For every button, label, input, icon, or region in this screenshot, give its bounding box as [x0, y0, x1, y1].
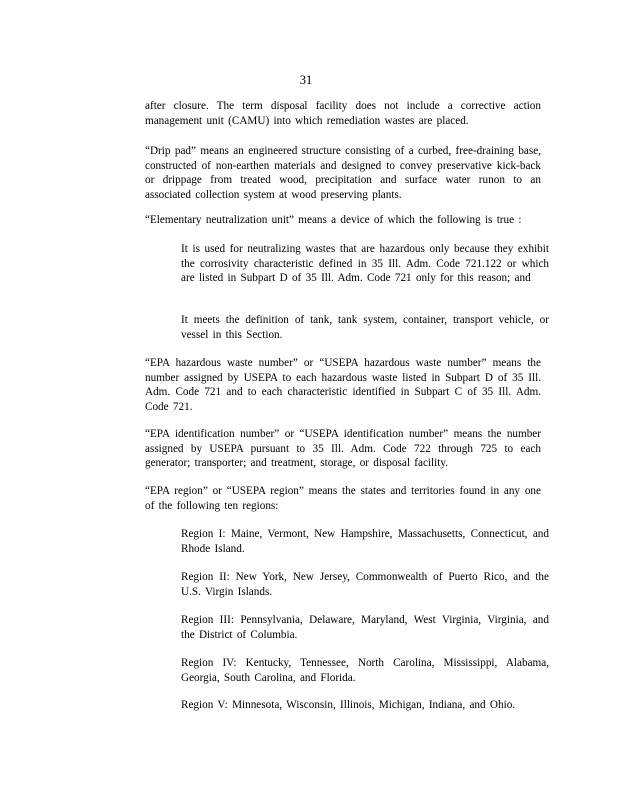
- paragraph-epa-region: “EPA region” or “USEPA region” means the states and territories found in any one of the following ten regions:: [145, 485, 541, 512]
- region-1: Region I: Maine, Vermont, New Hampshire, Massachusetts, Connecticut, and Rhode Island.: [181, 528, 549, 555]
- subparagraph-tank-definition: It meets the definition of tank, tank system, container, transport vehicle, or vessel in this Section.: [181, 314, 549, 341]
- region-5: Region V: Minnesota, Wisconsin, Illinois, Michigan, Indiana, and Ohio.: [181, 699, 516, 711]
- paragraph-epa-hazardous-waste-number: “EPA hazardous waste number” or “USEPA hazardous waste number” means the number assigned by USEPA to each hazardous waste listed in Subpart D of 35 Ill. Adm. Code 721 and to each characteristic identified in Subpart C of 35 Ill. Adm. Code 721.: [145, 357, 541, 413]
- region-3: Region III: Pennsylvania, Delaware, Maryland, West Virginia, Virginia, and the District of Columbia.: [181, 614, 549, 641]
- paragraph-elementary-neutralization-unit: “Elementary neutralization unit” means a device of which the following is true :: [145, 214, 522, 226]
- region-2: Region II: New York, New Jersey, Commonwealth of Puerto Rico, and the U.S. Virgin Islands.: [181, 571, 549, 598]
- paragraph-drip-pad: “Drip pad” means an engineered structure consisting of a curbed, free-draining base, constructed of non-earthen materials and designed to convey preservative kick-back or drippage from treated wood, precipitation and surface water runon to an associated collection system at wood preserving plants.: [145, 145, 541, 201]
- subparagraph-neutralizing-wastes: It is used for neutralizing wastes that are hazardous only because they exhibit the corrosivity characteristic defined in 35 Ill. Adm. Code 721.122 or which are listed in Subpart D of 35 Ill. Adm. Code 721 only for this reason; and: [181, 243, 549, 285]
- page-number: 31: [299, 73, 313, 87]
- region-4: Region IV: Kentucky, Tennessee, North Carolina, Mississippi, Alabama, Georgia, South Carolina, and Florida.: [181, 657, 549, 684]
- paragraph-disposal-facility: after closure. The term disposal facility does not include a corrective action management unit (CAMU) into which remediation wastes are placed.: [145, 100, 541, 127]
- paragraph-epa-identification-number: “EPA identification number” or “USEPA identification number” means the number assigned by USEPA pursuant to 35 Ill. Adm. Code 722 through 725 to each generator; transporter; and treatment, storage, or disposal facility.: [145, 428, 541, 470]
